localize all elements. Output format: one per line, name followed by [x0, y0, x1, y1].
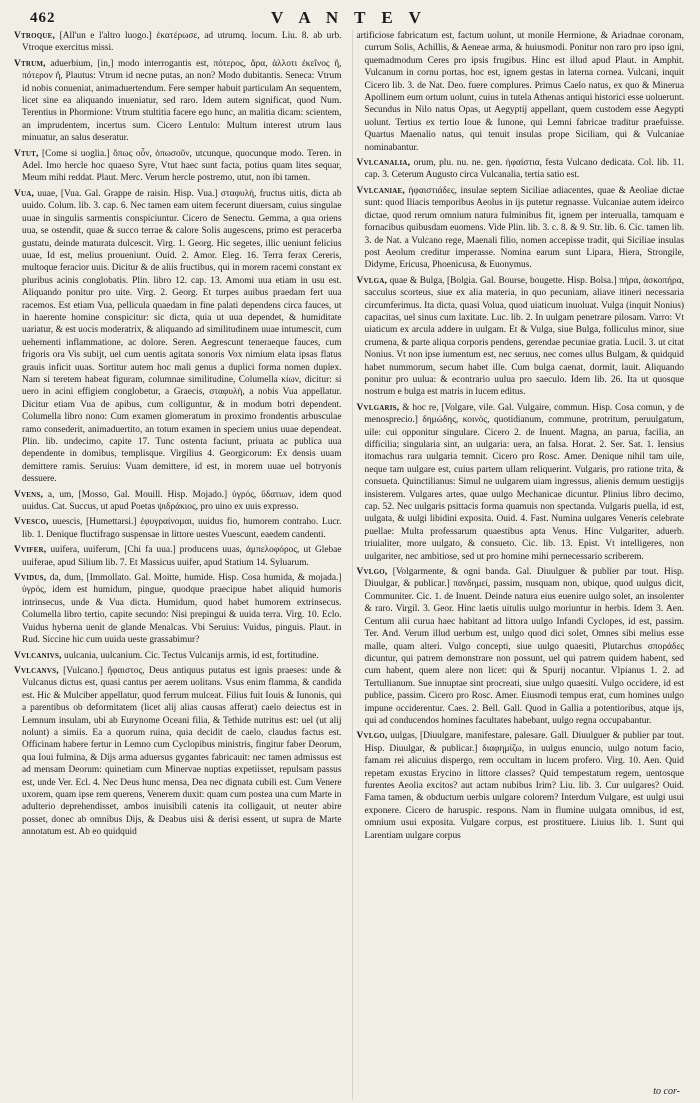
dictionary-entry [357, 275, 685, 399]
dictionary-entry [14, 650, 342, 662]
dictionary-entry [14, 58, 342, 145]
dictionary-entry [14, 665, 342, 839]
running-head: V A N T E V [271, 8, 427, 27]
entry-headword: Vvlgaris, [356, 402, 400, 413]
entry-text: [All'un e l'altro luogo.] ἑκατέρωσε, ad utrumq. locum. Liu. 8. ab urb. Vtroque exercitus missi. [22, 31, 342, 54]
entry-headword: Vvesco, [14, 517, 49, 528]
entry-headword: Vvlgo, [356, 731, 388, 742]
entry-text: aduerbium, [in,] modo interrogantis est, πότερος, ἄρα, ἀλλοτι ἐκεῖνος ἤ, πότερον ἤ, Plautus: Vtrum id necne putas, an non? Modo dubitantis. Seneca: Vtrum id nobis conueniat, animaduertendum. Fere semper habuit particulam An sequentem, licet sine ea aliquando inueniatur, sed raro. Idem autem significat, quod Num. Terentius in Phormione: Vtrum stultitia facere ego hunc, an malitia dicam: scientem, an imprudentem, incertus sum. Cicero Lentulo: Multum interest utrum laus minuatur, an salus deseratur. [22, 58, 342, 144]
entry-text: [Vulcano.] ἥφαιστος, Deus antiquus putatus est ignis praeses: unde & Vulcanus dictus est, quasi cantus per aerem uolitans. Vsus enim flamma, & candida est. Hic & Mulciber appellatur, quod ferrum mulceat. Filius fuit Iouis & Iunonis, qui a parentibus ob deformitatem (licet alij alias causas afferat) caelo deiectus est in Lemnum insulam, ubi ab Eurynome Oceani filia, & Tethide nutritus est: uel (ut alij nolunt) a simiis. Ea a quorum ruina, quia decidit de caelo, claudus factus est. Officinam habere fertur in Lemno cum Cyclopibus ministris, fingitur faber Deorum, qua Ioui fulmina, & Dijs arma aduersus gygantes fabricauit: nec tamen admissus est ad mensam Deorum: quinetiam cum Minervae nuptias expetiisset, repulsam passus est, unde Ver. Ecl. 4. Nec Deus hunc mensa, Dea nec dignata cubili est. Cum Venere uxorem, quam ipse rem querens, Venerem duxit: quam cum postea una cum Marte in adulterio deprehendisset, ambos inuisibili catenis ita colligauit, ut neuter abire posset, donec ab omnibus Dijs, & Deabus uisi & derisi essent, ut supra de Marte annotatum est. Ab eo quidquid [22, 665, 342, 838]
entry-text: [Come si uoglia.] ὅπως οὖν, ὁπωσοῦν, utcunque, quocunque modo. Teren. in Adel. Imo hercle hoc quaeso Syre, Vtut haec sunt facta, potius quam lites sequar, Meum mihi reddat. Plaut. Merc. Verum hercle postremo, utut, non ibi tamen. [22, 148, 342, 184]
entry-text: quae & Bulga, [Bolgia. Gal. Bourse, bougette. Hisp. Bolsa.] πήρα, ἀσκοπήρα, sacculus scorteus, siue ex alia materia, in quo pecuniam, aliave itineri necessaria circumferimus. Ita dicta, quasi Volua, quod uiaticum inuoluat. Vulga (inquit Nonius) capacitas, uel sinus cum laxitate. Luc. lib. 2. In uulgam penetrare pilosam. Varro: Vt uiaticum ex arcula addere in uulgam. Et & Vulga, siue Bulga, folliculus minor, siue crumena, & parte aliqua corporis pendens, gerendae pecuniae gratia. Lucil. 3. ut citat Nonius. Vt non ipse iumentum est, nec seruus, nec comes ullus Bulgam, & quidquid habet nummorum, secum habet ille. Cum bulga caenat, dormit, lauit. Aliquando ponitur pro uulua: & econtrario uulua pro saeculo. Idem lib. 26. Ita ut quosque nostrum e bulga est matris in lucem editus. [364, 275, 684, 398]
entry-text: & hoc re, [Volgare, vile. Gal. Vulgaire, commun. Hisp. Cosa comun, y de menosprecio.] δημώδης, κοινὸς, quotidianum, commune, protritum, peruulgatum, uile: cui opponitur singulare. Cicero 2. de Inuent. Magna, an parua, facilia, an difficilia; singularia sint, an uulgaria: uera, an falsa. Horat. 2. Ser. Sat. 1. Iensius itomachus rara uulgaria temnit. Cicero pro Rosc. Amer. Denique nihil tam uile, neque tam uulgare est, cuius partem ullam reliquerint. Vulgaris, pro ratione trita, & consueta. Quinctilianus: Simul ne uulgarem uiam ingressus, alienis demum uestigijs insisterem. Vulgares artes, quae uulgo Mechanicae dicuntur. Plinius libro decimo, cap. 52. Nec uulgaris psittacis forma quamuis non spectanda. Vulgaris puella, id est, uulgata, & uulgi libidini exposita. Ouid. 4. Fast. Numina uulgares Veneris celebrate puellae: Multa professarum quaestibus apta Venus. Hinc Vulgariter, aduerb. triuialiter, more uulgato, & consueto. Cic. lib. 13. Epist. Vt intelligeres, non uulgariter, nec ambitiose, sed ut pro homine mihi pernecessario scriberem. [364, 402, 684, 562]
dictionary-entry [14, 544, 342, 569]
dictionary-entry [14, 30, 342, 55]
entry-headword: Vvlcanivs, [14, 650, 62, 661]
entry-headword: Vtrum, [14, 58, 46, 69]
dictionary-entry [14, 489, 342, 514]
left-column [14, 30, 342, 1100]
dictionary-entry [14, 148, 342, 185]
entry-text: uuae, [Vua. Gal. Grappe de raisin. Hisp. Vua.] σταφυλή, fructus uitis, dicta ab uuido. Colum. lib. 3. cap. 6. Nec tamen eam uitem fecerunt diuersam, cuius singulae uuae in singulis sarmentis conspiciuntur. Cicero de Senectu. Gemma, a qua oriens uua, se ostendit, quae & succo terrae & calore Solis augescens, primo est peracerba gustatu, deinde maturata dulcescit. Virg. 1. Georg. Hic segetes, illic ueniunt felicius uuae, Id est, melius proueniunt. Ouid. 2. Amor. Eleg. 16. Terra ferax Cereris, multoque feracior uuis. Dicitur & de aliis fructibus, qui in morem racemi constant ex pluribus acinis conglobatis. Plin. libro 12. cap. 13. Amomi uua etiam in usu est. Aliquando ponitur pro uite. Virg. 2. Georg. Et turpes auibus praedam fert uua racemos. Est etiam Vua, pellicula quaedam in fine palati dependens circa fauces, ut in haerente homine conspicitur: sic dicta, quia ut uua dependet, & humiditate uariatur, & est uocis moderatrix, & aliquando ad similitudinem uuae intumescit, cum uehementi inflammatione, ac dolore. Seren. Aegrescunt teneraeque fauces, cum frigoris ora Vis subijt, uel cum uentis agitata sonoris Vox nimium elata ipsas flatus grauis inficit uuas. Sortitur autem hoc mali genus a duplici forma nomen duplex. Nam si teretem habeat figuram, columnae similitudine, Columella κίων, dicitur: si uero in acini effigiem conglobetur, a Graecis, σταφυλὴ, a nobis Vua appellatur. Dicitur etiam Vua de apibus, cum colliguntur, & in modum botri dependent. Columella libro nono: Cum examen glomeratum in proximo frondentis arbusculae ramo consederit, animaduertito, an totum examen in speciem unius uuae dependeat. Plin. lib. undecimo, capite 17. Tunc ostenta faciunt, priuata ac publica uua dependente in domibus, templisque. Virgilius 4. Georgicorum: Ex densis uuam demittere ramis. Seruius: Vuam demittere, id est, in morem uuae uel botryonis dessuere. [22, 188, 342, 485]
entry-headword: Vvlcanalia, [356, 158, 411, 169]
entry-headword: Vvlgo, [356, 567, 388, 578]
dictionary-entry [357, 185, 685, 272]
dictionary-entry [14, 516, 342, 541]
dictionary-entry [357, 402, 685, 563]
entry-headword: Vtroque, [14, 31, 56, 41]
entry-text: ἡφαιστιάδες, insulae septem Siciliae adiacentes, quae & Aeoliae dictae sunt: quod Iliacis temporibus Aeolus in ijs putetur regnasse. Vulcaniae autem ideirco dictae, quod rerum omnium natura fulminibus fit, ignem per interualla, tamquam e fornacibus quibusdam euomens. Vide Plin. lib. 3. c. 8. & 9. Str. lib. 6. Cic. tamen lib. 3. de Nat. a Vulcano rege, Maenali filio, nomen accepisse tradit, qui Siciliae insulas post Aeolum creditur imperasse. Nomina earum sunt Lipara, Hiera, Strongile, Didyme, Ericusa, Phoenicusa, & Euonymus. [364, 185, 684, 271]
entry-text: orum, plu. nu. ne. gen. ἡφαίστια, festa Vulcano dedicata. Col. lib. 11. cap. 3. Ceterum Augusto circa Vulcanalia, tertia satio est. [364, 158, 684, 181]
two-column-body [14, 30, 684, 1100]
entry-headword: Vtut, [14, 148, 39, 159]
entry-headword: Vvidus, [14, 573, 47, 584]
entry-text: artificiose fabricatum est, factum uolunt, ut monile Hermione, & Ariadnae coronam, currum Solis, Achillis, & Aeneae arma, & huiusmodi. Ponitur non raro pro ipso igni, quemadmodum Ceres pro ipsis frugibus. Hinc est illud apud Plaut. in Amphit. Vulcanum in cornu portas, hoc est, ignem gestas in laterna cornea. Vulcani, inquit Cicero lib. 3. de Nat. Deo. fuere complures. Primus Caelo natus, ex quo & Minerua Apollinem eum ortum uolunt, cuius in tutela Athenas antiqui historici esse uoluerunt. Secundus in Nilo natus Opas, ut Aegyptij appellant, quem custodem esse Aegypti uolunt. Tertius ex tertio Ioue & Iunone, qui Lemni fabricae traditur praefuisse. Quartus Maenalio natus, qui tenuit insulas prope Siciliam, qui & Vulcaniae nominabantur. [356, 31, 684, 153]
entry-headword: Vvlcanvs, [14, 665, 59, 676]
entry-text: uulgas, [Diuulgare, manifestare, palesare. Gall. Diuulguer & publier par tout. Hisp. Diuulgar, & publicar.] διαφημίζω, in uulgus enuncio, uulgo notum facio, famam rei alicuius dispergo, rem occultam in lucem profero. Virg. 10. Aen. Quid repetam exustas Erycino in littore classes? Quid tempestatum regem, uentosque furentes Aeolia excitos? aut actam nubibus Irim? Liu. lib. 3. Cur uulgares? Ouid. Fama tamen, & obductum uerbis uulgare colorem? Interdum Vulgare, est uulgi usui exponere. Cicero de haruspic. respons. Nam in flumine uulgata omnibus, id est, omnium usui exposita. Vulgare corpus, est prostituere. Liuius lib. 1. Sunt qui Larentiam uulgare corpus [364, 731, 684, 841]
entry-text: uuifera, uuiferum, [Chi fa uua.] producens uuas, ἀμπελοφόρος, ut Glebae uuiferae, apud Silium lib. 7. Et Massicus uuifer, apud Statium 14. Syluarum. [22, 545, 342, 568]
dictionary-entry [357, 157, 685, 182]
entry-headword: Vvens, [14, 489, 43, 500]
dictionary-entry [14, 572, 342, 646]
right-column [352, 30, 685, 1100]
dictionary-entry [357, 566, 685, 727]
entry-headword: Vua, [14, 188, 35, 199]
entry-text: uuescis, [Humettarsi.] ἐφυγραίνομαι, uuidus fio, humorem contraho. Lucr. lib. 1. Denique fluctifrago suspensae in littore uestes Vuescunt, eaedem candenti. [22, 517, 342, 540]
entry-text: [Volgarmente, & ogni banda. Gal. Diuulguer & publier par tout. Hisp. Diuulgar, & publicar.] πανδημεί, passim, nusquam non, ubique, quod uulgus dicit, Communiter. Cic. 1. de Inuent. Deinde natura eius euenire uulgo solet, an insolenter & raro. Virgil. 3. Geor. Hinc laetis uitulis uulgo moriuntur in herbis. Idem 3. Aen. Centum alii curua haec habitant ad littora uulgo Infandi Cyclopes, id est, passim. Ter. And. Verum illud uerbum est, uulgo quod dici solet, Omnes sibi melius esse malle, quam alteri. Vulgo concepti, siue uulgo quaesiti, Plutarchus σποράδες dicuntur, qui patrem demonstrare non possunt, uel qui patrem quidem habent, sed cum habent, quem alere non licet: qui & Spurij nocantur. Vlpianus 1. 2. ad Tertullianum. Sue innuptae sint procreati, siue uulgo quaesiti. Vulgo occidere, id est publice, passim. Cicero pro Rosc. Amer. Eiusmodi tempus erat, cum homines uulgo impune occiderentur. Caes. 2. Bell. Gall. Quod in Gallia a potentioribus, atque ijs, qui ad conducendos homines facultates habebant, uulgo regna occupabantur. [364, 567, 684, 726]
page-header [14, 8, 684, 28]
dictionary-entry [14, 188, 342, 486]
dictionary-entry [357, 30, 685, 154]
entry-text: da, dum, [Immollato. Gal. Moitte, humide. Hisp. Cosa humida, & mojada.] ὑγρός, idem est humidum, pingue, quodque praecipue habet aliquid humoris intrinsecus, unde & Vua dicta. Humidum, quod habet humorem extrinsecus. Columella libro tertio, capite secundo: Nisi prepingui & uuida terra. Virg. 10. Eclo. Vuidus hyberna uenit de glande Menalcas. Vbi Seruius: Vuidus, pinguis. Plaut. in Rud. Siccine hic cum uuida ueste grassabimur? [22, 573, 342, 646]
entry-text: uulcania, uulcanium. Cic. Tectus Vulcanijs armis, id est, fortitudine. [64, 650, 319, 661]
page-number: 462 [30, 10, 56, 26]
catchword: to cor- [653, 1086, 680, 1097]
entry-text: a, um, [Mosso, Gal. Mouill. Hisp. Mojado.] ὑγρός, ὕδατιων, idem quod uuidus. Cat. Succus, ut apud Poetas ψιδράκιος, pro uino ex uuis expresso. [22, 489, 342, 513]
entry-headword: Vvifer, [14, 545, 47, 556]
entry-headword: Vvlga, [356, 275, 388, 286]
dictionary-entry [357, 730, 685, 842]
entry-headword: Vvlcaniae, [356, 185, 405, 196]
